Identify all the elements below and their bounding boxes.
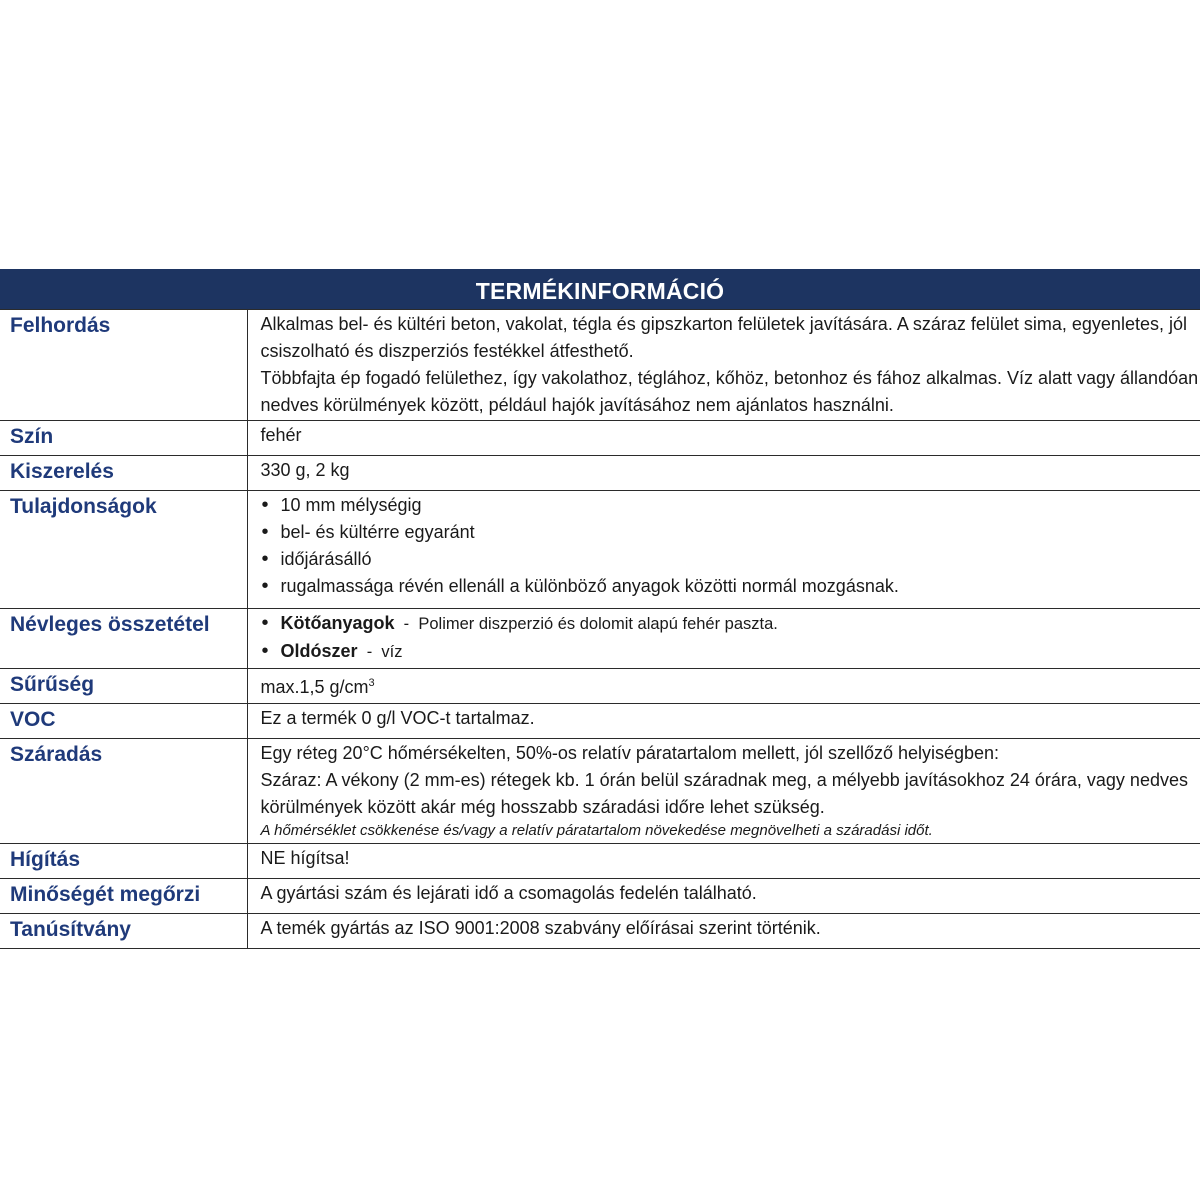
separator: - bbox=[357, 643, 382, 661]
row-value-voc: Ez a termék 0 g/l VOC-t tartalmaz. bbox=[247, 704, 1200, 739]
row-value-felhordas bbox=[247, 310, 1200, 421]
table-row bbox=[0, 421, 1200, 456]
composition-list bbox=[261, 610, 1200, 666]
row-label-osszetetel: Névleges összetétel bbox=[0, 609, 247, 669]
row-label-tanusitvany: Tanúsítvány bbox=[0, 914, 247, 949]
component-name: Oldószer bbox=[280, 641, 358, 661]
row-value-szaradas bbox=[247, 739, 1200, 844]
row-label-tulajdonsagok: Tulajdonságok bbox=[0, 491, 247, 609]
row-value-tanusitvany: A temék gyártás az ISO 9001:2008 szabvány előírásai szerint történik. bbox=[247, 914, 1200, 949]
row-value-suruseg bbox=[247, 669, 1200, 704]
product-info-sheet bbox=[0, 269, 1200, 949]
row-value-higitas: NE hígítsa! bbox=[247, 844, 1200, 879]
row-label-voc: VOC bbox=[0, 704, 247, 739]
list-item: • bel- és kültérre egyaránt bbox=[261, 519, 1200, 546]
table-row bbox=[0, 456, 1200, 491]
table-row bbox=[0, 609, 1200, 669]
component-desc: Polimer diszperzió és dolomit alapú fehér paszta. bbox=[418, 615, 778, 633]
row-label-felhordas: Felhordás bbox=[0, 310, 247, 421]
row-value-kiszereles: 330 g, 2 kg bbox=[247, 456, 1200, 491]
row-value-szin: fehér bbox=[247, 421, 1200, 456]
paragraph: Alkalmas bel- és kültéri beton, vakolat, tégla és gipszkarton felületek javítására. A száraz felület sima, egyenletes, jól csiszolható és diszperziós festékkel átfesthető. bbox=[260, 314, 1187, 361]
drying-note: A hőmérséklet csökkenése és/vagy a relatív páratartalom növekedése megnövelheti a száradási időt. bbox=[260, 822, 933, 839]
component-name: Kötőanyagok bbox=[280, 613, 395, 633]
list-item bbox=[261, 638, 1200, 666]
table-row bbox=[0, 879, 1200, 914]
row-label-suruseg: Sűrűség bbox=[0, 669, 247, 704]
row-value-minoseg: A gyártási szám és lejárati idő a csomagolás fedelén található. bbox=[247, 879, 1200, 914]
product-info-table bbox=[0, 309, 1200, 949]
table-row bbox=[0, 739, 1200, 844]
row-label-minoseg: Minőségét megőrzi bbox=[0, 879, 247, 914]
table-row bbox=[0, 914, 1200, 949]
paragraph: Egy réteg 20°C hőmérsékelten, 50%-os relatív páratartalom mellett, jól szellőző helyiségben: bbox=[260, 743, 1000, 763]
row-label-szaradas: Száradás bbox=[0, 739, 247, 844]
list-item: • 10 mm mélységig bbox=[261, 492, 1200, 519]
table-row bbox=[0, 310, 1200, 421]
list-item: • időjárásálló bbox=[261, 546, 1200, 573]
property-list bbox=[261, 492, 1200, 600]
separator: - bbox=[394, 615, 419, 633]
table-row bbox=[0, 669, 1200, 704]
component-desc: víz bbox=[381, 643, 403, 661]
list-item: • rugalmassága révén ellenáll a különböző anyagok közötti normál mozgásnak. bbox=[261, 573, 1200, 600]
table-row bbox=[0, 844, 1200, 879]
row-label-higitas: Hígítás bbox=[0, 844, 247, 879]
paragraph: Többfajta ép fogadó felülethez, így vakolathoz, téglához, kőhöz, betonhoz és fához alkalmas. Víz alatt vagy állandóan nedves körülmények között, például hajók javításához nem ajánlatos használni. bbox=[260, 368, 1199, 415]
list-item bbox=[261, 610, 1200, 638]
row-label-kiszereles: Kiszerelés bbox=[0, 456, 247, 491]
density-value: max.1,5 g/cm bbox=[260, 677, 369, 697]
row-value-osszetetel bbox=[247, 609, 1200, 669]
density-unit-exponent: 3 bbox=[368, 677, 375, 689]
table-row bbox=[0, 491, 1200, 609]
paragraph: Száraz: A vékony (2 mm-es) rétegek kb. 1 órán belül száradnak meg, a mélyebb javításokhoz 24 órára, vagy nedves körülmények között akár még hosszabb száradási időre lehet szükség. bbox=[260, 770, 1188, 817]
page-title: TERMÉKINFORMÁCIÓ bbox=[0, 269, 1200, 309]
table-row bbox=[0, 704, 1200, 739]
row-label-szin: Szín bbox=[0, 421, 247, 456]
row-value-tulajdonsagok bbox=[247, 491, 1200, 609]
